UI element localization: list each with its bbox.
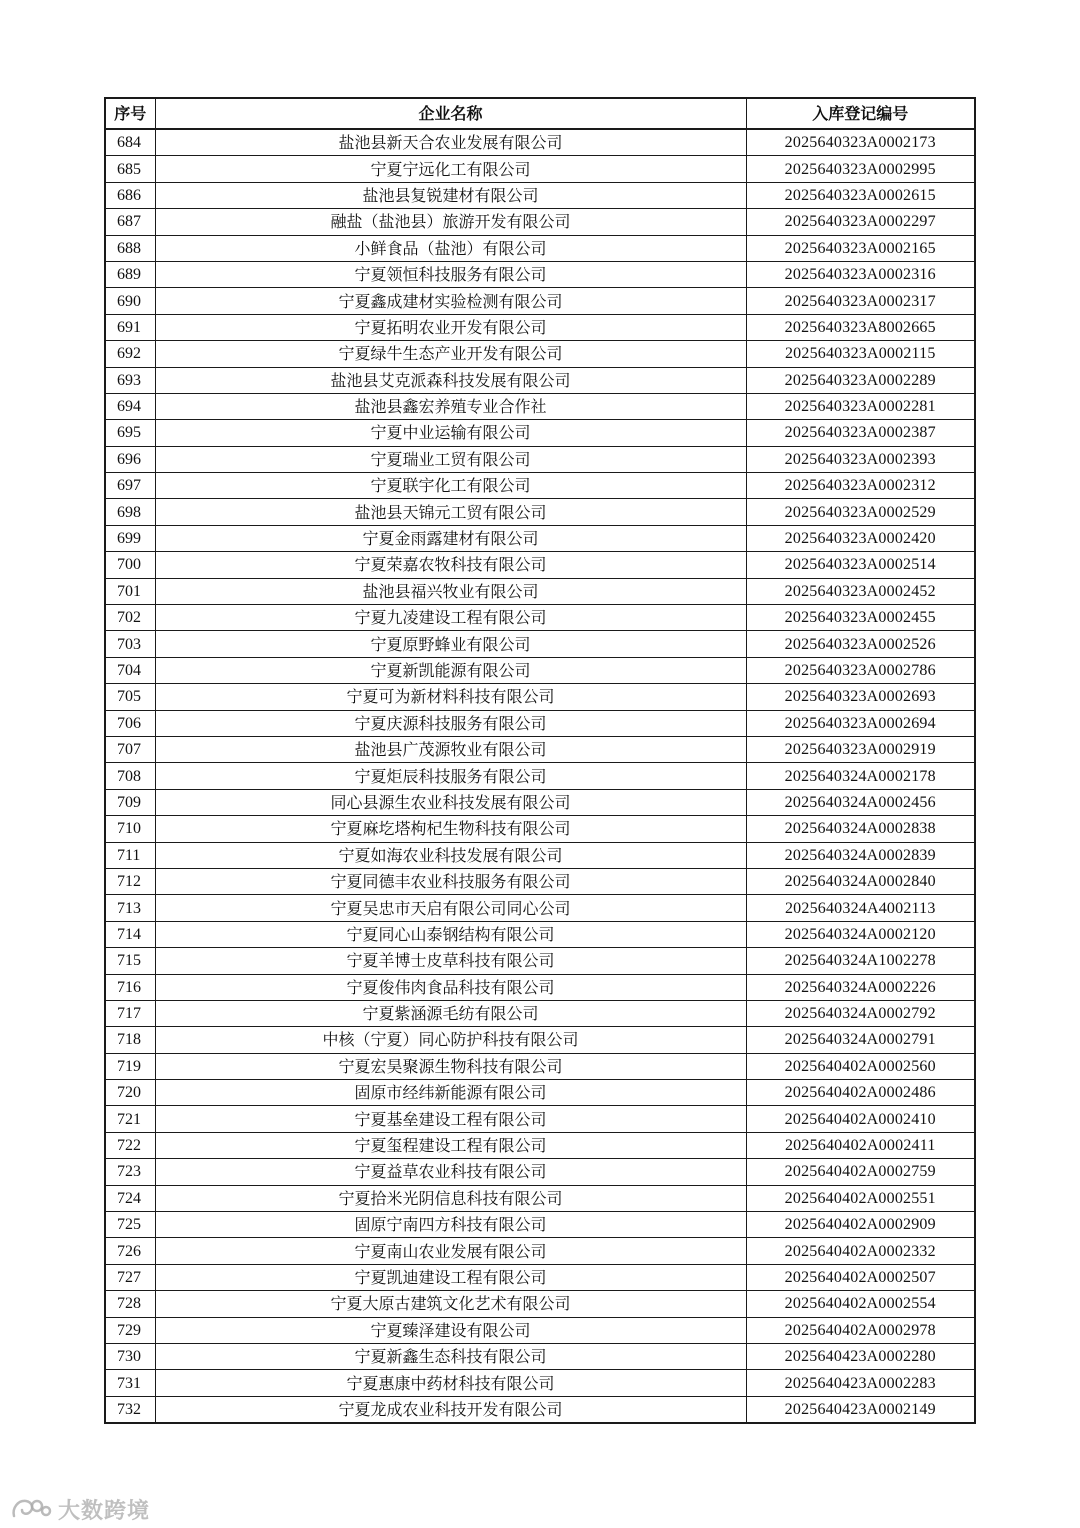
row-registration-code: 2025640323A0002693	[746, 684, 975, 710]
table-row	[105, 499, 975, 525]
row-registration-code: 2025640324A0002792	[746, 1000, 975, 1026]
row-seq: 700	[105, 552, 155, 578]
row-seq: 715	[105, 948, 155, 974]
table-row	[105, 1132, 975, 1158]
row-seq: 727	[105, 1264, 155, 1290]
row-registration-code: 2025640323A0002529	[746, 499, 975, 525]
row-enterprise-name: 宁夏瑞业工贸有限公司	[155, 446, 746, 472]
row-enterprise-name: 固原宁南四方科技有限公司	[155, 1212, 746, 1238]
table-row	[105, 657, 975, 683]
table-row	[105, 1212, 975, 1238]
row-seq: 732	[105, 1396, 155, 1423]
row-enterprise-name: 盐池县天锦元工贸有限公司	[155, 499, 746, 525]
table-row	[105, 1027, 975, 1053]
row-registration-code: 2025640323A0002312	[746, 473, 975, 499]
row-enterprise-name: 宁夏紫涵源毛纺有限公司	[155, 1000, 746, 1026]
row-seq: 721	[105, 1106, 155, 1132]
row-registration-code: 2025640324A0002840	[746, 868, 975, 894]
row-registration-code: 2025640402A0002410	[746, 1106, 975, 1132]
row-seq: 724	[105, 1185, 155, 1211]
row-enterprise-name: 盐池县艾克派森科技发展有限公司	[155, 367, 746, 393]
row-enterprise-name: 宁夏惠康中药材科技有限公司	[155, 1370, 746, 1396]
table-row	[105, 1080, 975, 1106]
row-seq: 686	[105, 182, 155, 208]
table-row	[105, 341, 975, 367]
row-enterprise-name: 盐池县广茂源牧业有限公司	[155, 736, 746, 762]
row-registration-code: 2025640402A0002909	[746, 1212, 975, 1238]
table-row	[105, 1396, 975, 1423]
row-seq: 687	[105, 209, 155, 235]
table-row	[105, 129, 975, 156]
row-enterprise-name: 宁夏宏昊聚源生物科技有限公司	[155, 1053, 746, 1079]
row-registration-code: 2025640324A0002839	[746, 842, 975, 868]
row-enterprise-name: 宁夏凯迪建设工程有限公司	[155, 1264, 746, 1290]
header-registration-code: 入库登记编号	[746, 98, 975, 129]
row-seq: 690	[105, 288, 155, 314]
row-registration-code: 2025640323A0002165	[746, 235, 975, 261]
table-row	[105, 921, 975, 947]
row-seq: 709	[105, 789, 155, 815]
row-enterprise-name: 宁夏新鑫生态科技有限公司	[155, 1343, 746, 1369]
row-enterprise-name: 宁夏益草农业科技有限公司	[155, 1159, 746, 1185]
row-seq: 705	[105, 684, 155, 710]
row-registration-code: 2025640402A0002507	[746, 1264, 975, 1290]
row-seq: 707	[105, 736, 155, 762]
row-registration-code: 2025640402A0002554	[746, 1291, 975, 1317]
row-seq: 725	[105, 1212, 155, 1238]
table-row	[105, 1185, 975, 1211]
table-row	[105, 473, 975, 499]
row-enterprise-name: 固原市经纬新能源有限公司	[155, 1080, 746, 1106]
row-seq: 701	[105, 578, 155, 604]
row-registration-code: 2025640323A0002387	[746, 420, 975, 446]
table-row	[105, 605, 975, 631]
row-registration-code: 2025640323A0002316	[746, 261, 975, 287]
row-registration-code: 2025640423A0002149	[746, 1396, 975, 1423]
table-row	[105, 261, 975, 287]
row-registration-code: 2025640323A0002919	[746, 736, 975, 762]
row-seq: 684	[105, 129, 155, 156]
row-registration-code: 2025640324A0002791	[746, 1027, 975, 1053]
table-row	[105, 1291, 975, 1317]
row-registration-code: 2025640323A0002694	[746, 710, 975, 736]
row-seq: 711	[105, 842, 155, 868]
row-enterprise-name: 宁夏拓明农业开发有限公司	[155, 314, 746, 340]
row-registration-code: 2025640323A0002281	[746, 393, 975, 419]
row-seq: 713	[105, 895, 155, 921]
table-row	[105, 1053, 975, 1079]
row-seq: 714	[105, 921, 155, 947]
row-enterprise-name: 盐池县鑫宏养殖专业合作社	[155, 393, 746, 419]
row-enterprise-name: 宁夏同心山泰钢结构有限公司	[155, 921, 746, 947]
row-registration-code: 2025640323A0002115	[746, 341, 975, 367]
table-row	[105, 1159, 975, 1185]
row-seq: 708	[105, 763, 155, 789]
row-enterprise-name: 宁夏可为新材料科技有限公司	[155, 684, 746, 710]
table-row	[105, 789, 975, 815]
row-registration-code: 2025640402A0002411	[746, 1132, 975, 1158]
row-seq: 704	[105, 657, 155, 683]
row-enterprise-name: 宁夏原野蜂业有限公司	[155, 631, 746, 657]
table-row	[105, 1000, 975, 1026]
row-enterprise-name: 宁夏俊伟肉食品科技有限公司	[155, 974, 746, 1000]
row-enterprise-name: 宁夏吴忠市天启有限公司同心公司	[155, 895, 746, 921]
row-registration-code: 2025640323A0002995	[746, 156, 975, 182]
row-registration-code: 2025640323A0002393	[746, 446, 975, 472]
row-registration-code: 2025640324A0002838	[746, 816, 975, 842]
row-registration-code: 2025640402A0002332	[746, 1238, 975, 1264]
row-seq: 692	[105, 341, 155, 367]
row-enterprise-name: 宁夏联宇化工有限公司	[155, 473, 746, 499]
row-registration-code: 2025640324A0002226	[746, 974, 975, 1000]
enterprise-registry-table	[104, 97, 976, 1424]
row-enterprise-name: 同心县源生农业科技发展有限公司	[155, 789, 746, 815]
row-registration-code: 2025640323A0002786	[746, 657, 975, 683]
row-enterprise-name: 宁夏基垒建设工程有限公司	[155, 1106, 746, 1132]
brand-logo-icon	[10, 1496, 52, 1522]
row-seq: 697	[105, 473, 155, 499]
row-enterprise-name: 宁夏龙成农业科技开发有限公司	[155, 1396, 746, 1423]
table-row	[105, 763, 975, 789]
row-enterprise-name: 宁夏庆源科技服务有限公司	[155, 710, 746, 736]
row-enterprise-name: 宁夏中业运输有限公司	[155, 420, 746, 446]
row-registration-code: 2025640402A0002759	[746, 1159, 975, 1185]
table-row	[105, 235, 975, 261]
row-enterprise-name: 小鲜食品（盐池）有限公司	[155, 235, 746, 261]
row-enterprise-name: 宁夏麻圪塔枸杞生物科技有限公司	[155, 816, 746, 842]
row-registration-code: 2025640323A8002665	[746, 314, 975, 340]
row-enterprise-name: 宁夏鑫成建材实验检测有限公司	[155, 288, 746, 314]
row-registration-code: 2025640323A0002297	[746, 209, 975, 235]
table-header	[105, 98, 975, 129]
row-enterprise-name: 宁夏金雨露建材有限公司	[155, 525, 746, 551]
row-enterprise-name: 宁夏臻泽建设有限公司	[155, 1317, 746, 1343]
table-row	[105, 1317, 975, 1343]
table-row	[105, 684, 975, 710]
table-row	[105, 1238, 975, 1264]
table-row	[105, 948, 975, 974]
table-row	[105, 314, 975, 340]
row-enterprise-name: 盐池县福兴牧业有限公司	[155, 578, 746, 604]
row-seq: 710	[105, 816, 155, 842]
row-seq: 730	[105, 1343, 155, 1369]
row-registration-code: 2025640423A0002280	[746, 1343, 975, 1369]
row-registration-code: 2025640423A0002283	[746, 1370, 975, 1396]
table-row	[105, 288, 975, 314]
row-registration-code: 2025640323A0002452	[746, 578, 975, 604]
row-seq: 720	[105, 1080, 155, 1106]
row-registration-code: 2025640402A0002486	[746, 1080, 975, 1106]
row-enterprise-name: 宁夏领恒科技服务有限公司	[155, 261, 746, 287]
row-registration-code: 2025640324A0002178	[746, 763, 975, 789]
table-row	[105, 895, 975, 921]
table-row	[105, 525, 975, 551]
header-enterprise-name: 企业名称	[155, 98, 746, 129]
table-row	[105, 367, 975, 393]
row-enterprise-name: 宁夏大原古建筑文化艺术有限公司	[155, 1291, 746, 1317]
row-registration-code: 2025640402A0002978	[746, 1317, 975, 1343]
row-seq: 688	[105, 235, 155, 261]
row-enterprise-name: 宁夏如海农业科技发展有限公司	[155, 842, 746, 868]
row-registration-code: 2025640323A0002420	[746, 525, 975, 551]
row-enterprise-name: 盐池县复锐建材有限公司	[155, 182, 746, 208]
table-row	[105, 1106, 975, 1132]
table-row	[105, 156, 975, 182]
row-seq: 731	[105, 1370, 155, 1396]
row-registration-code: 2025640324A0002120	[746, 921, 975, 947]
row-seq: 712	[105, 868, 155, 894]
row-registration-code: 2025640323A0002173	[746, 129, 975, 156]
row-seq: 696	[105, 446, 155, 472]
row-seq: 726	[105, 1238, 155, 1264]
table-row	[105, 842, 975, 868]
row-seq: 723	[105, 1159, 155, 1185]
row-registration-code: 2025640402A0002551	[746, 1185, 975, 1211]
table-row	[105, 1264, 975, 1290]
row-enterprise-name: 宁夏羊博士皮草科技有限公司	[155, 948, 746, 974]
row-seq: 717	[105, 1000, 155, 1026]
row-seq: 722	[105, 1132, 155, 1158]
row-seq: 685	[105, 156, 155, 182]
table-row	[105, 578, 975, 604]
row-enterprise-name: 宁夏九凌建设工程有限公司	[155, 605, 746, 631]
row-seq: 694	[105, 393, 155, 419]
row-enterprise-name: 融盐（盐池县）旅游开发有限公司	[155, 209, 746, 235]
row-seq: 719	[105, 1053, 155, 1079]
row-registration-code: 2025640323A0002455	[746, 605, 975, 631]
row-registration-code: 2025640323A0002526	[746, 631, 975, 657]
table-row	[105, 393, 975, 419]
table-row	[105, 710, 975, 736]
row-registration-code: 2025640323A0002289	[746, 367, 975, 393]
row-seq: 695	[105, 420, 155, 446]
row-enterprise-name: 中核（宁夏）同心防护科技有限公司	[155, 1027, 746, 1053]
row-seq: 728	[105, 1291, 155, 1317]
row-registration-code: 2025640324A0002456	[746, 789, 975, 815]
row-registration-code: 2025640323A0002514	[746, 552, 975, 578]
table-row	[105, 1370, 975, 1396]
table-row	[105, 1343, 975, 1369]
table-row	[105, 420, 975, 446]
table-body	[105, 129, 975, 1423]
row-seq: 706	[105, 710, 155, 736]
row-enterprise-name: 宁夏同德丰农业科技服务有限公司	[155, 868, 746, 894]
table-row	[105, 736, 975, 762]
row-seq: 703	[105, 631, 155, 657]
row-registration-code: 2025640402A0002560	[746, 1053, 975, 1079]
row-enterprise-name: 宁夏炬辰科技服务有限公司	[155, 763, 746, 789]
row-registration-code: 2025640323A0002615	[746, 182, 975, 208]
table-row	[105, 868, 975, 894]
table-row	[105, 446, 975, 472]
row-enterprise-name: 盐池县新天合农业发展有限公司	[155, 129, 746, 156]
header-row	[105, 98, 975, 129]
row-enterprise-name: 宁夏拾米光阴信息科技有限公司	[155, 1185, 746, 1211]
watermark	[10, 1492, 150, 1526]
row-enterprise-name: 宁夏玺程建设工程有限公司	[155, 1132, 746, 1158]
row-registration-code: 2025640323A0002317	[746, 288, 975, 314]
row-seq: 693	[105, 367, 155, 393]
row-registration-code: 2025640324A1002278	[746, 948, 975, 974]
row-seq: 718	[105, 1027, 155, 1053]
table-row	[105, 631, 975, 657]
table-row	[105, 816, 975, 842]
watermark-text: 大数跨境	[58, 1498, 151, 1524]
row-enterprise-name: 宁夏新凯能源有限公司	[155, 657, 746, 683]
table-row	[105, 552, 975, 578]
row-seq: 716	[105, 974, 155, 1000]
row-seq: 729	[105, 1317, 155, 1343]
header-seq: 序号	[105, 98, 155, 129]
table-row	[105, 209, 975, 235]
row-seq: 698	[105, 499, 155, 525]
row-seq: 691	[105, 314, 155, 340]
row-enterprise-name: 宁夏南山农业发展有限公司	[155, 1238, 746, 1264]
row-enterprise-name: 宁夏宁远化工有限公司	[155, 156, 746, 182]
table-row	[105, 182, 975, 208]
row-seq: 702	[105, 605, 155, 631]
row-seq: 699	[105, 525, 155, 551]
table-row	[105, 974, 975, 1000]
row-registration-code: 2025640324A4002113	[746, 895, 975, 921]
row-enterprise-name: 宁夏绿牛生态产业开发有限公司	[155, 341, 746, 367]
row-enterprise-name: 宁夏荣嘉农牧科技有限公司	[155, 552, 746, 578]
row-seq: 689	[105, 261, 155, 287]
